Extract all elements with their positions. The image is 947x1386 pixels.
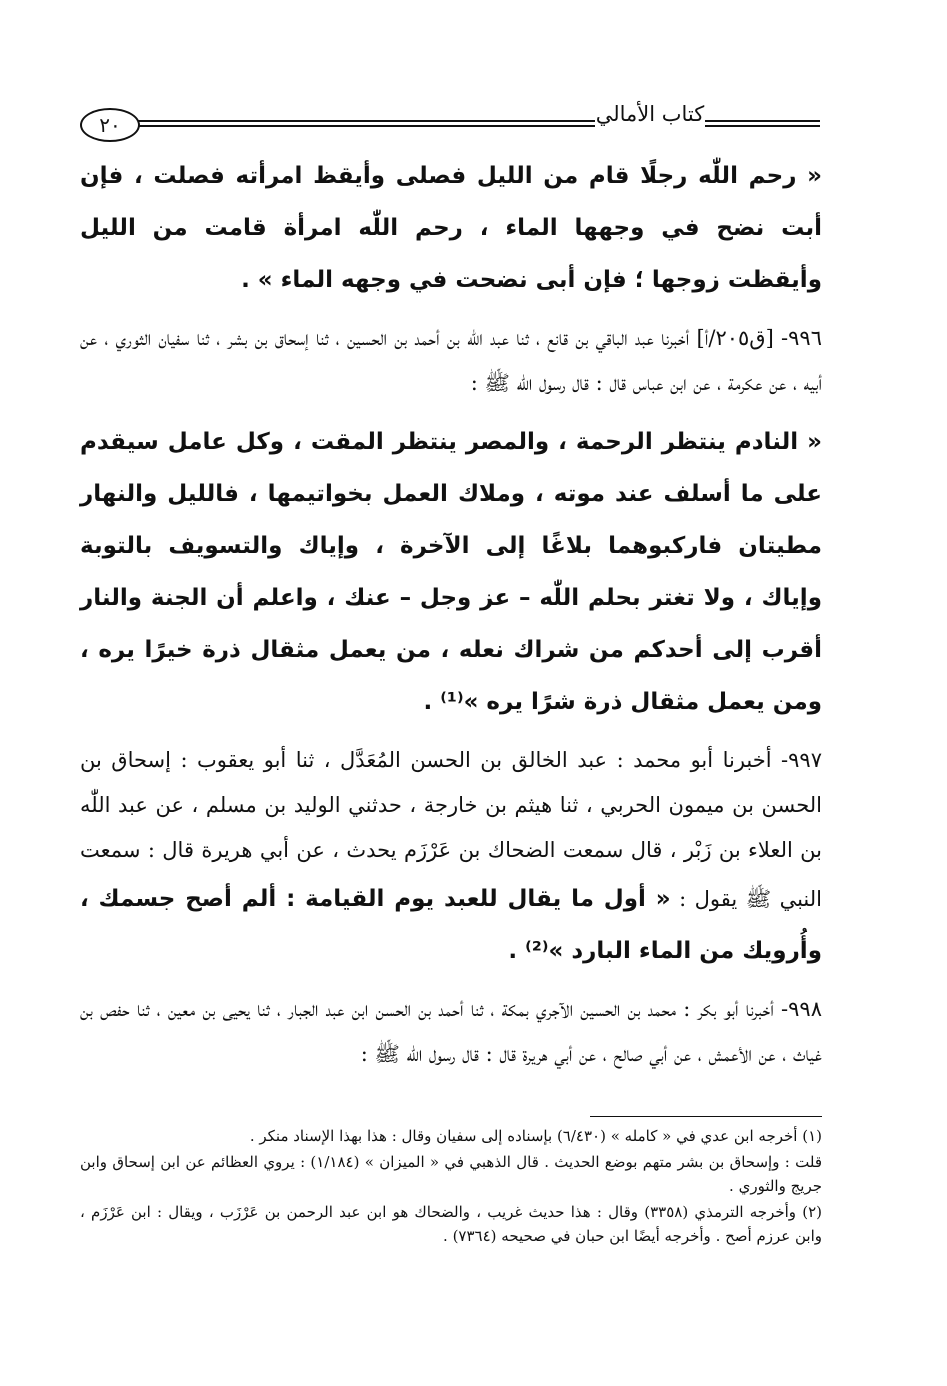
footnote-1-continued: قلت : وإسحاق بن بشر متهم بوضع الحديث . قال الذهبي في « الميزان » (١/١٨٤) : يروي العظائم عن ابن إسحاق وابن جريج والثوري . <box>80 1153 822 1195</box>
running-title: كتاب الأمالي <box>595 102 705 126</box>
footnotes <box>80 1124 822 1250</box>
main-text <box>80 150 822 1087</box>
hadith-text: « أول ما يقال للعبد يوم القيامة : ألم أصح جسمك ، وأُرويك من الماء البارد »⁽²⁾ . <box>80 886 822 964</box>
isnad-text: ٩٩٧- أخبرنا أبو محمد : عبد الخالق بن الحسن المُعَدَّل ، ثنا أبو يعقوب : إسحاق بن الحسن بن ميمون الحربي ، ثنا هيثم بن خارجة ، حدثني الوليد بن مسلم ، عن عبد اللّٰه بن العلاء بن زَبْر ، قال سمعت الضحاك بن عَرْزَم يحدث ، عن أبي هريرة قال : سمعت النبي ﷺ يقول : <box>80 748 822 911</box>
footnote-separator <box>590 1116 822 1117</box>
isnad-paragraph <box>80 738 822 977</box>
header-rule <box>705 125 820 127</box>
header-rule <box>705 120 820 122</box>
hadith-text: « رحم اللّٰه رجلًا قام من الليل فصلى وأيقظ امرأته فصلت ، فإن أبت نضح في وجهها الماء ، رحم اللّٰه امرأة قامت من الليل وأيقظت زوجها ؛ فإن أبى نضحت في وجهه الماء » . <box>80 163 822 293</box>
footnote-1: (١) أخرجه ابن عدي في « كامله » (٦/٤٣٠) بإسناده إلى سفيان وقال : هذا بهذا الإسناد منكر . <box>249 1127 822 1145</box>
page-header <box>80 96 820 146</box>
footnote-2: (٢) وأخرجه الترمذي (٣٣٥٨) وقال : هذا حديث غريب ، والضحاك هو ابن عبد الرحمن بن عَرْزَب ، ويقال : ابن عَرْزَم ، وابن عرزم أصح . وأخرجه أيضًا ابن حبان في صحيحه (٧٣٦٤) . <box>80 1203 822 1245</box>
hadith-text: « النادم ينتظر الرحمة ، والمصر ينتظر المقت ، وكل عامل سيقدم على ما أسلف عند موته ، وملاك العمل بخواتيمها ، فالليل والنهار مطيتان فاركبوهما بلاغًا إلى الآخرة ، وإياك والتسويف بالتوبة وإياك ، ولا تغتر بحلم اللّٰه – عز وجل – عنك ، واعلم أن الجنة والنار أقرب إلى أحدكم من شراك نعله ، من يعمل مثقال ذرة خيرًا يره ، ومن يعمل مثقال ذرة شرًا يره »⁽¹⁾ . <box>80 429 822 715</box>
header-rule <box>136 125 595 127</box>
page-number: ٢٠ <box>80 108 140 142</box>
isnad-paragraph: ٩٩٦- [ق٢٠٥/أ] أخبرنا عبد الباقي بن قانع ، ثنا عبد اللّٰه بن أحمد بن الحسين ، ثنا إسحاق بن بشر ، ثنا سفيان الثوري ، عن أبيه ، عن عكرمة ، عن ابن عباس قال : قال رسول اللّٰه ﷺ : <box>80 326 822 395</box>
header-rule <box>136 120 595 122</box>
isnad-paragraph: ٩٩٨- أخبرنا أبو بكر : محمد بن الحسين الآجري بمكة ، ثنا أحمد بن الحسن ابن عبد الجبار ، ثنا يحيى بن معين ، ثنا حفص بن غياث ، عن الأعمش ، عن أبي صالح ، عن أبي هريرة قال : قال رسول اللّٰه ﷺ : <box>80 997 822 1066</box>
